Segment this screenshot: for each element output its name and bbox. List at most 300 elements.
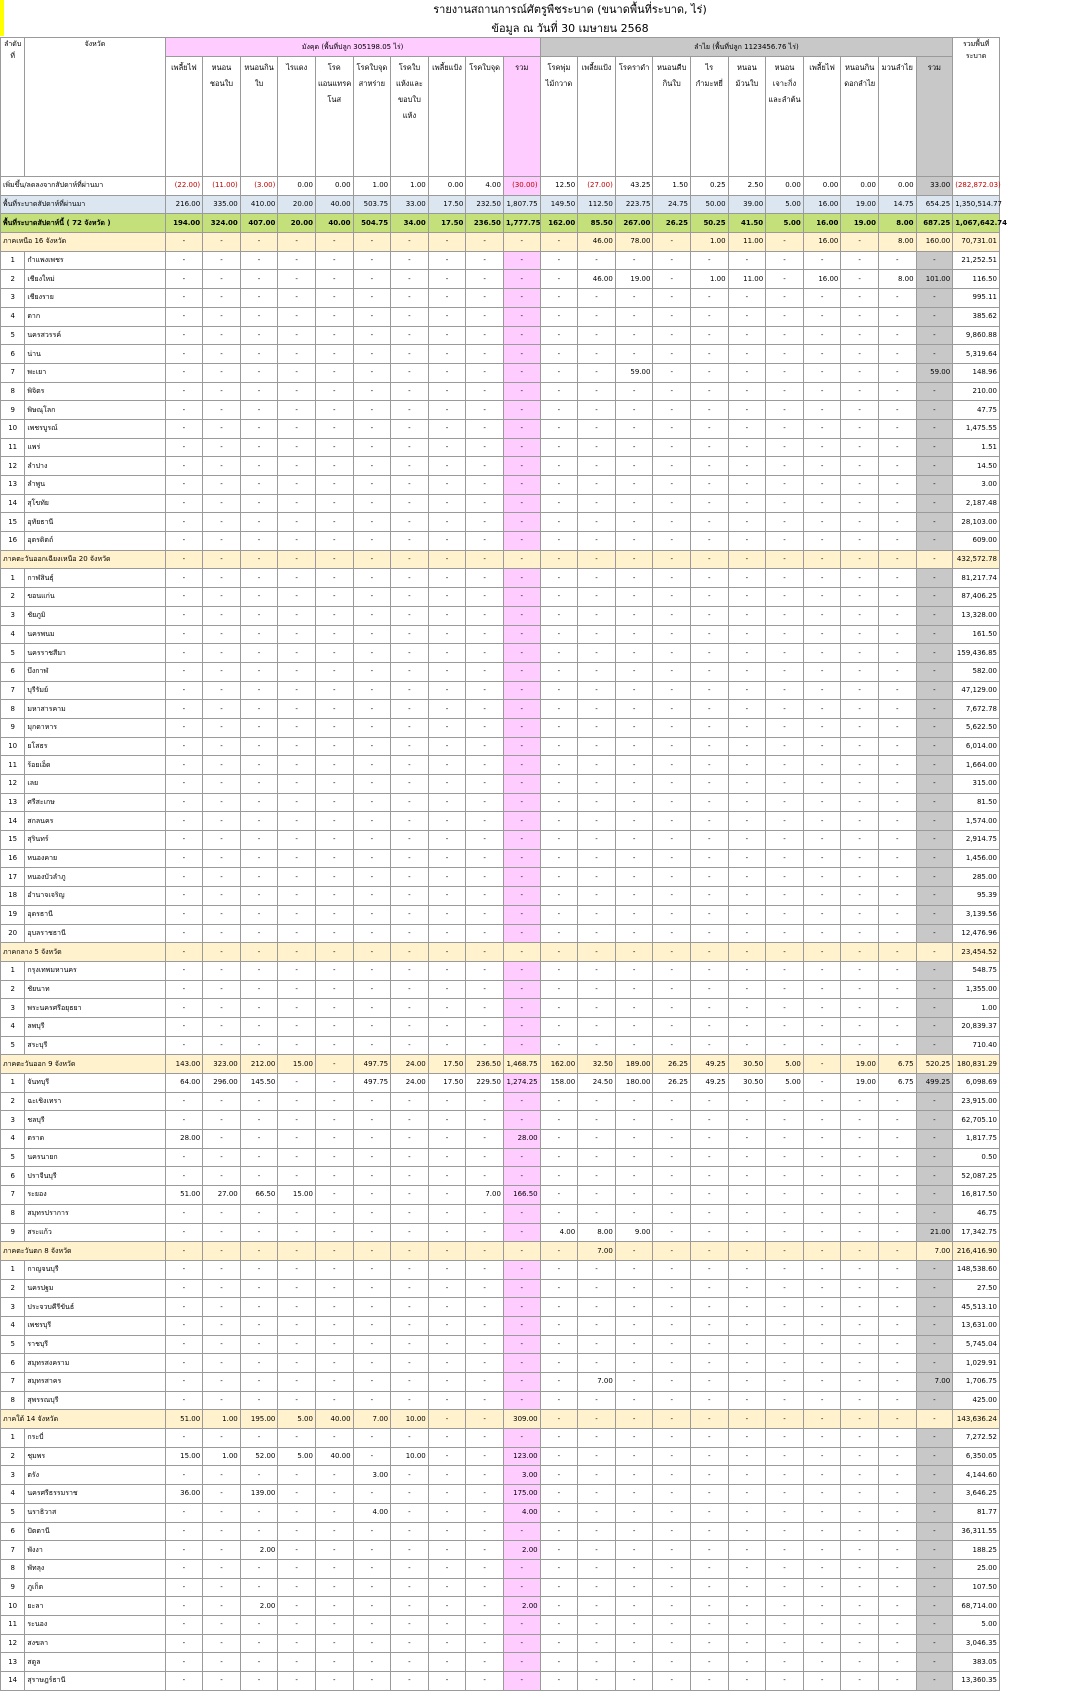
value-cell: - [653,550,691,569]
value-cell: 14.50 [953,457,1000,476]
value-cell: 17.50 [428,195,466,214]
province-row [1,401,1000,420]
value-cell: - [203,289,241,308]
value-cell: - [428,1373,466,1392]
value-cell: - [353,419,391,438]
value-cell: - [766,793,804,812]
value-cell: - [165,718,203,737]
value-cell: - [916,718,953,737]
value-cell: - [728,1204,766,1223]
value-cell: - [391,644,429,663]
value-cell: - [766,1559,804,1578]
value-cell: - [203,1634,241,1653]
value-cell: 49.25 [691,1074,729,1093]
value-cell: - [540,606,578,625]
value-cell: - [503,1391,540,1410]
value-cell: - [466,849,504,868]
value-cell: (30.00) [503,177,540,196]
value-cell: - [878,905,916,924]
value-cell: - [691,1373,729,1392]
province-name: เลย [25,775,165,794]
value-cell: 25.00 [953,1559,1000,1578]
row-number: 6 [1,1167,25,1186]
value-cell: - [428,681,466,700]
value-cell: - [165,1541,203,1560]
value-cell: - [503,980,540,999]
value-cell: - [691,1092,729,1111]
summary-row [1,214,1000,233]
value-cell: 229.50 [466,1074,504,1093]
value-cell: - [391,419,429,438]
value-cell: - [803,1167,841,1186]
value-cell: - [841,1447,879,1466]
value-cell: - [203,363,241,382]
value-cell: - [803,961,841,980]
value-cell: - [165,476,203,495]
value-cell: - [203,1017,241,1036]
value-cell: - [615,644,653,663]
value-cell: - [315,457,353,476]
value-cell: 335.00 [203,195,241,214]
province-row [1,980,1000,999]
value-cell: - [878,1503,916,1522]
value-cell: - [353,1447,391,1466]
value-cell: 2.00 [240,1597,278,1616]
value-cell: 17,342.75 [953,1223,1000,1242]
value-cell: - [728,1298,766,1317]
value-cell: - [165,1578,203,1597]
row-number: 3 [1,289,25,308]
value-cell: - [803,251,841,270]
value-cell: 3,046.35 [953,1634,1000,1653]
value-cell: - [540,438,578,457]
value-cell: - [165,1653,203,1672]
value-cell: - [728,1522,766,1541]
value-cell: - [540,1186,578,1205]
value-cell: - [691,999,729,1018]
value-cell: - [240,1242,278,1261]
value-cell: - [653,681,691,700]
value-cell: - [916,1167,953,1186]
value-cell: - [428,1204,466,1223]
value-cell: - [240,943,278,962]
value-cell: - [653,1597,691,1616]
row-number: 15 [1,831,25,850]
value-cell: - [653,793,691,812]
row-number: 5 [1,1503,25,1522]
province-row [1,905,1000,924]
value-cell: - [428,980,466,999]
value-cell: - [428,494,466,513]
value-cell: - [315,419,353,438]
value-cell: - [878,382,916,401]
value-cell: - [578,532,616,551]
value-cell: - [203,812,241,831]
value-cell: - [578,662,616,681]
value-cell: - [278,494,316,513]
value-cell: - [841,270,879,289]
value-cell: - [615,1204,653,1223]
value-cell: - [841,251,879,270]
value-cell: - [540,1036,578,1055]
value-cell: - [466,1541,504,1560]
value-cell: 11.00 [728,270,766,289]
value-cell: - [315,1672,353,1691]
value-cell: - [428,588,466,607]
value-cell: - [315,681,353,700]
region-row [1,943,1000,962]
province-name: ปราจีนบุรี [25,1167,165,1186]
value-cell: - [803,999,841,1018]
value-cell: - [766,1186,804,1205]
value-cell: - [653,1485,691,1504]
province-header: จังหวัด [25,38,165,177]
value-cell: - [615,1410,653,1429]
value-cell: - [278,1074,316,1093]
value-cell: - [503,849,540,868]
value-cell: - [391,625,429,644]
value-cell: - [466,1036,504,1055]
value-cell: - [240,251,278,270]
value-cell: 285.00 [953,868,1000,887]
value-cell: - [878,1578,916,1597]
value-cell: - [391,905,429,924]
value-cell: - [540,1092,578,1111]
value-cell: - [615,681,653,700]
value-cell: - [766,1167,804,1186]
value-cell: - [578,1597,616,1616]
value-cell: - [615,606,653,625]
value-cell: - [428,1429,466,1448]
value-cell: - [691,438,729,457]
value-cell: - [466,1017,504,1036]
value-cell: - [540,625,578,644]
value-cell: - [916,532,953,551]
value-cell: - [916,1092,953,1111]
value-cell: - [691,1559,729,1578]
longan-col-header: โรคราดำ [615,57,653,177]
value-cell: - [240,419,278,438]
value-cell: - [728,588,766,607]
province-row [1,326,1000,345]
province-row [1,1466,1000,1485]
value-cell: - [691,1017,729,1036]
value-cell: - [540,251,578,270]
value-cell: - [503,363,540,382]
value-cell: - [766,457,804,476]
province-row [1,1354,1000,1373]
value-cell: - [278,1167,316,1186]
value-cell: - [653,831,691,850]
value-cell: - [803,812,841,831]
value-cell: - [916,1298,953,1317]
value-cell: - [766,363,804,382]
value-cell: - [728,1036,766,1055]
value-cell: - [278,251,316,270]
value-cell: - [428,625,466,644]
value-cell: - [691,307,729,326]
value-cell: - [916,1615,953,1634]
value-cell: - [916,625,953,644]
value-cell: 12,476.96 [953,924,1000,943]
value-cell: - [428,1653,466,1672]
report-date: ข้อมูล ณ วันที่ 30 เมษายน 2568 [491,22,649,35]
value-cell: - [615,307,653,326]
value-cell: - [766,718,804,737]
value-cell: - [615,550,653,569]
value-cell: - [766,438,804,457]
value-cell: - [278,1130,316,1149]
value-cell: - [391,1017,429,1036]
value-cell: - [540,1130,578,1149]
longan-col-header: เพลี้ยแป้ง [578,57,616,177]
value-cell: - [391,1485,429,1504]
value-cell: - [615,1634,653,1653]
value-cell: - [503,1559,540,1578]
value-cell: - [841,999,879,1018]
value-cell: - [878,775,916,794]
value-cell: - [391,326,429,345]
value-cell: - [841,1130,879,1149]
value-cell: - [203,681,241,700]
value-cell: - [766,980,804,999]
value-cell: - [315,1017,353,1036]
value-cell: - [803,644,841,663]
value-cell: - [466,550,504,569]
value-cell: 0.25 [691,177,729,196]
value-cell: - [428,1391,466,1410]
province-name: ลำพูน [25,476,165,495]
value-cell: - [466,1503,504,1522]
value-cell: - [841,625,879,644]
value-cell: 212.00 [240,1055,278,1074]
value-cell: - [578,401,616,420]
value-cell: - [841,1354,879,1373]
value-cell: - [428,550,466,569]
province-row [1,1578,1000,1597]
value-cell: - [916,1410,953,1429]
value-cell: - [653,1017,691,1036]
value-cell: - [315,1074,353,1093]
value-cell: - [315,980,353,999]
value-cell: - [278,1597,316,1616]
value-cell: - [841,1223,879,1242]
value-cell: - [165,588,203,607]
value-cell: - [653,438,691,457]
value-cell: - [916,849,953,868]
value-cell: 189.00 [615,1055,653,1074]
value-cell: - [878,326,916,345]
value-cell: - [503,1653,540,1672]
value-cell: - [466,905,504,924]
value-cell: - [615,924,653,943]
value-cell: - [766,625,804,644]
value-cell: - [615,401,653,420]
value-cell: - [428,1148,466,1167]
value-cell: - [391,1653,429,1672]
province-row [1,588,1000,607]
value-cell: - [203,1167,241,1186]
value-cell: - [315,1167,353,1186]
value-cell: 1.00 [391,177,429,196]
value-cell: - [540,233,578,252]
value-cell: - [540,700,578,719]
value-cell: - [578,644,616,663]
value-cell: - [240,1167,278,1186]
value-cell: - [428,513,466,532]
value-cell: - [240,868,278,887]
value-cell: - [240,1653,278,1672]
value-cell: - [428,849,466,868]
value-cell: - [540,419,578,438]
value-cell: - [165,1279,203,1298]
value-cell: - [466,606,504,625]
value-cell: 504.75 [353,214,391,233]
value-cell: - [878,1447,916,1466]
province-row [1,924,1000,943]
province-name: ภูเก็ต [25,1578,165,1597]
value-cell: - [428,457,466,476]
value-cell: - [203,1522,241,1541]
value-cell: - [691,1597,729,1616]
value-cell: - [916,345,953,364]
value-cell: - [165,1335,203,1354]
value-cell: - [841,887,879,906]
value-cell: - [878,980,916,999]
summary-row [1,195,1000,214]
value-cell: - [578,1410,616,1429]
value-cell: 160.00 [916,233,953,252]
value-cell: - [653,1260,691,1279]
value-cell: - [240,1260,278,1279]
value-cell: - [165,1204,203,1223]
province-name: ร้อยเอ็ด [25,756,165,775]
value-cell: 15.00 [278,1055,316,1074]
value-cell: - [728,251,766,270]
value-cell: - [353,812,391,831]
value-cell: - [503,943,540,962]
value-cell: 1.00 [203,1447,241,1466]
value-cell: - [466,1279,504,1298]
value-cell: - [916,1485,953,1504]
value-cell: - [203,1260,241,1279]
value-cell: - [278,980,316,999]
value-cell: - [878,644,916,663]
value-cell: - [841,438,879,457]
value-cell: 2,914.75 [953,831,1000,850]
value-cell: - [540,756,578,775]
value-cell: 17.50 [428,1074,466,1093]
mangosteen-col-header: โรคใบจุดสาหร่าย [353,57,391,177]
value-cell: - [466,1672,504,1691]
value-cell: 188.25 [953,1541,1000,1560]
value-cell: - [391,401,429,420]
province-name: ลพบุรี [25,1017,165,1036]
value-cell: - [578,438,616,457]
value-cell: 33.00 [391,195,429,214]
province-name: สมุทรสาคร [25,1373,165,1392]
value-cell: 548.75 [953,961,1000,980]
value-cell: - [615,251,653,270]
value-cell: - [165,1634,203,1653]
value-cell: - [391,1541,429,1560]
value-cell: - [615,1672,653,1691]
row-number: 8 [1,1559,25,1578]
value-cell: - [578,943,616,962]
value-cell: - [728,1373,766,1392]
value-cell: - [278,1092,316,1111]
value-cell: - [540,831,578,850]
value-cell: - [278,943,316,962]
value-cell: 1,456.00 [953,849,1000,868]
value-cell: - [728,943,766,962]
value-cell: - [766,812,804,831]
value-cell: - [353,943,391,962]
summary-row [1,177,1000,196]
value-cell: - [353,1017,391,1036]
value-cell: - [466,1167,504,1186]
province-row [1,307,1000,326]
value-cell: - [315,1204,353,1223]
value-cell: - [353,550,391,569]
value-cell: - [766,1298,804,1317]
value-cell: 3.00 [353,1466,391,1485]
mangosteen-col-header: เพลี้ยไฟ [165,57,203,177]
value-cell: - [878,831,916,850]
value-cell: - [766,905,804,924]
province-row [1,662,1000,681]
value-cell: - [278,849,316,868]
value-cell: - [466,270,504,289]
value-cell: - [391,494,429,513]
value-cell: - [878,569,916,588]
value-cell: - [766,1503,804,1522]
value-cell: - [165,756,203,775]
value-cell: - [315,1485,353,1504]
value-cell: - [878,737,916,756]
value-cell: - [878,1391,916,1410]
province-row [1,1634,1000,1653]
value-cell: - [653,1335,691,1354]
value-cell: - [841,1279,879,1298]
value-cell: - [391,1148,429,1167]
value-cell: 20.00 [278,214,316,233]
value-cell: - [353,457,391,476]
province-row [1,1017,1000,1036]
value-cell: - [691,1316,729,1335]
province-row [1,1111,1000,1130]
value-cell: - [466,457,504,476]
value-cell: - [916,550,953,569]
value-cell: - [653,1316,691,1335]
value-cell: 1,807.75 [503,195,540,214]
value-cell: - [278,1634,316,1653]
row-number: 13 [1,793,25,812]
value-cell: - [803,382,841,401]
value-cell: - [315,1316,353,1335]
value-cell: - [728,1447,766,1466]
value-cell: - [540,924,578,943]
value-cell: - [165,419,203,438]
value-cell: - [653,1447,691,1466]
value-cell: - [503,438,540,457]
value-cell: - [653,849,691,868]
value-cell: - [916,1335,953,1354]
value-cell: - [203,513,241,532]
value-cell: 166.50 [503,1186,540,1205]
value-cell: - [428,1335,466,1354]
value-cell: - [653,943,691,962]
